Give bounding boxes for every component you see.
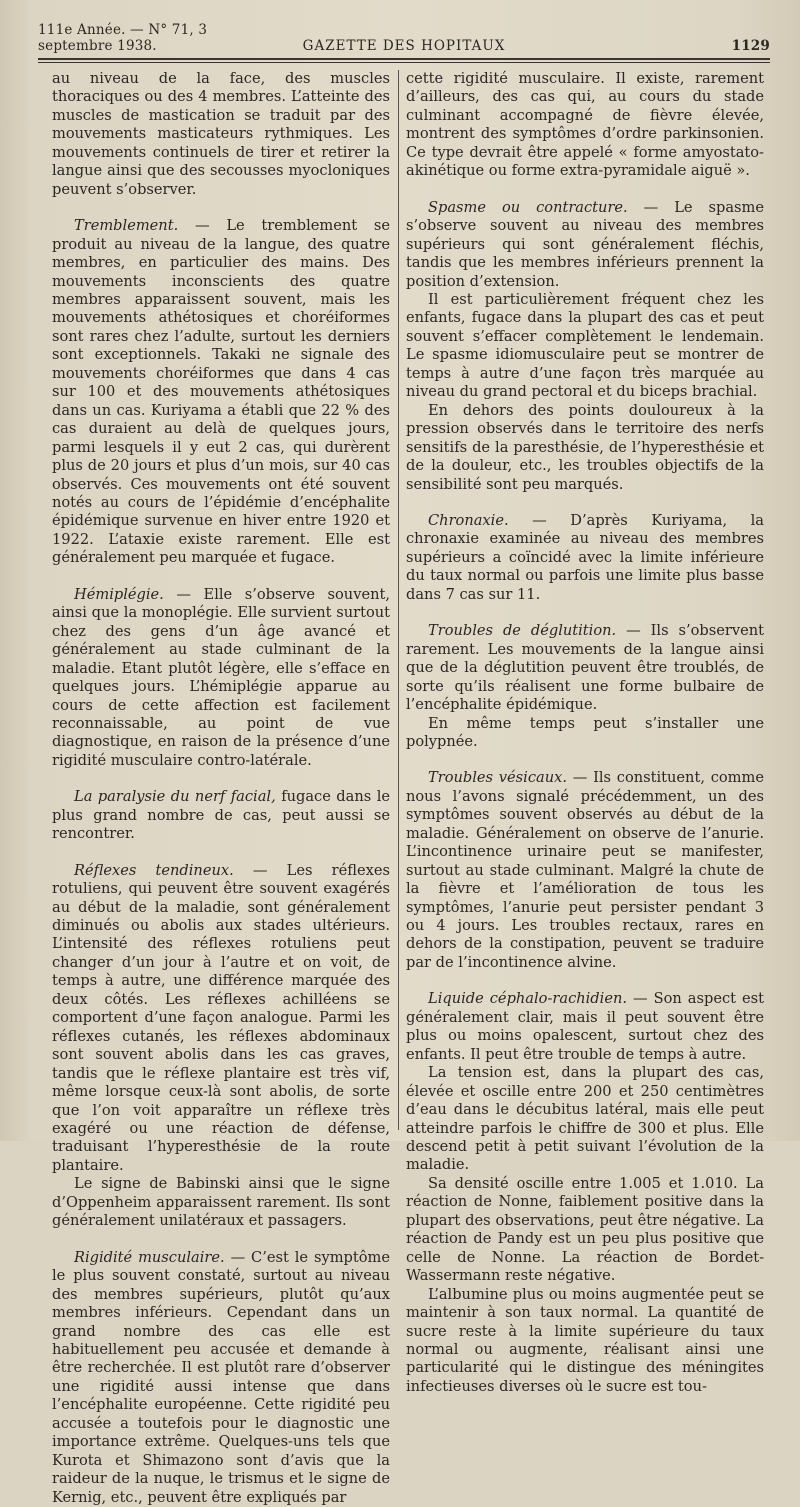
paragraph-text: Le signe de Babinski ainsi que le signe d’Oppenheim apparaissent rarement. Ils sont généralement unilatéraux et passagers. xyxy=(52,1175,390,1230)
paragraph xyxy=(406,1175,764,1286)
column-divider xyxy=(398,70,399,1130)
paragraph-text: — Le spasme s’observe souvent au niveau des membres supérieurs qui sont généralement fléchis, tandis que les membres inférieurs prennent la position d’extension. xyxy=(406,198,764,290)
paragraph-text: — Ils s’observent rarement. Les mouvements de la langue ainsi que de la déglutition peuvent être troublés, de sorte qu’ils réalisent une forme bulbaire de l’encéphalite épidémique. xyxy=(406,622,765,714)
paragraph xyxy=(52,586,390,771)
paragraph xyxy=(406,70,764,181)
section-title: Troubles vésicaux. xyxy=(428,769,567,787)
paragraph-text: L’albumine plus ou moins augmentée peut se maintenir à son taux normal. La quantité de sucre reste à la limite supérieure du taux normal ou augmente, réalisant ainsi une particularité qui le distingue des méningites infectieuses diverses où le sucre est tou- xyxy=(406,1285,764,1395)
right-column xyxy=(406,70,764,1396)
paragraph-text: En dehors des points douloureux à la pression observés dans le territoire des nerfs sensitifs de la paresthésie, de l’hyperesthésie et de la douleur, etc., les troubles objectifs de la sensibilité sont peu marqués. xyxy=(406,401,764,493)
paragraph-text: En même temps peut s’installer une polypnée. xyxy=(406,714,764,750)
paragraph-text: — Son aspect est généralement clair, mais il peut souvent être plus ou moins opalescent, surtout chez des enfants. Il peut être trouble de temps à autre. xyxy=(406,990,765,1063)
issue-info: 111e Année. — N° 71, 3 septembre 1938. xyxy=(38,22,208,54)
journal-title: GAZETTE DES HOPITAUX xyxy=(302,38,506,54)
paragraph xyxy=(52,1249,390,1507)
paragraph-text: Sa densité oscille entre 1.005 et 1.010. La réaction de Nonne, faiblement positive dans la plupart des observations, peut être négative. La réaction de Pandy est un peu plus positive que celle de Nonne. La réaction de Bordet-Wassermann reste négative. xyxy=(406,1174,764,1285)
section-title: Réflexes tendineux. xyxy=(74,861,234,879)
paragraph-text: — D’après Kuriyama, la chronaxie examinée au niveau des membres supérieurs a coïncidé avec la limite inférieure du taux normal ou parfois une limite plus basse dans 7 cas sur 11. xyxy=(406,511,764,603)
paragraph xyxy=(406,1064,764,1175)
paragraph xyxy=(52,862,390,1176)
paragraph-text: fugace dans le plus grand nombre de cas, peut aussi se rencontrer. xyxy=(52,788,390,843)
page-number: 1129 xyxy=(731,38,770,54)
paragraph xyxy=(406,769,764,972)
paragraph xyxy=(406,990,764,1064)
paragraph-text: — C’est le symptôme le plus souvent constaté, surtout au niveau des membres supérieurs, plutôt qu’aux membres inférieurs. Cependant dans un grand nombre des cas elle est habituellement peu accusée et demande à être recherchée. Il est plutôt rare d’observer une rigidité aussi intense que dans l’encéphalite européenne. Cette rigidité peu accusée a toutefois pour le diagnostic une importance extrême. Quelques-uns tels que Kurota et Shimazono sont d’avis que la raideur de la nuque, le trismus et le signe de Kernig, etc., peuvent être expliqués par xyxy=(52,1248,390,1506)
section-title: Chronaxie. xyxy=(428,511,509,529)
section-title: La paralysie du nerf facial, xyxy=(74,788,276,806)
paragraph-text: — Ils constituent, comme nous l’avons signalé précédemment, un des symptômes souvent observés au début de la maladie. Généralement on observe de l’anurie. L’incontinence urinaire peut se manifester, surtout au stade culminant. Malgré la chute de la fièvre et l’amélioration de tous les symptômes, l’anurie peut persister pendant 3 ou 4 jours. Les troubles rectaux, rares en dehors de la constipation, peuvent se traduire par de l’incontinence alvine. xyxy=(406,769,764,971)
header-rule-thin xyxy=(38,62,770,63)
paragraph xyxy=(52,70,390,199)
paragraph-text: La tension est, dans la plupart des cas, élevée et oscille entre 200 et 250 centimètres d’eau dans le décubitus latéral, mais elle peut atteindre parfois le chiffre de 300 et plus. Elle descend petit à petit suivant l’évolution de la maladie. xyxy=(406,1064,764,1174)
left-column xyxy=(52,70,390,1507)
section-title: Liquide céphalo-rachidien. xyxy=(428,990,627,1008)
paragraph xyxy=(406,199,764,291)
paragraph xyxy=(52,1175,390,1230)
paragraph-text: Il est particulièrement fréquent chez les enfants, fugace dans la plupart des cas et peut souvent s’effacer complètement le lendemain. Le spasme idiomusculaire peut se montrer de temps à autre d’une façon très marquée au niveau du grand pectoral et du biceps brachial. xyxy=(406,290,764,401)
paragraph xyxy=(406,1286,764,1397)
section-title: Tremblement. xyxy=(74,217,179,235)
header-rule xyxy=(38,58,770,60)
section-title: Rigidité musculaire. xyxy=(74,1248,225,1266)
paragraph xyxy=(406,512,764,604)
paragraph xyxy=(52,217,390,568)
paragraph-text: — Les réflexes rotuliens, qui peuvent être souvent exagérés au début de la maladie, sont généralement diminués ou abolis aux stades ultérieurs. L’intensité des réflexes rotuliens peut changer d’un jour à l’autre et on voit, de temps à autre, une différence marquée des deux côtés. Les réflexes achilléens se comportent d’une façon analogue. Parmi les réflexes cutanés, les réflexes abdominaux sont souvent abolis dans les cas graves, tandis que le réflexe plantaire est très vif, même lorsque ceux-là sont abolis, de sorte que l’on voit apparaître un réflexe très exagéré ou une réaction de défense, traduisant l’hyperesthésie de la route plantaire. xyxy=(52,861,390,1174)
paragraph-text: — Le tremblement se produit au niveau de la langue, des quatre membres, en particulier des mains. Des mouvements inconscients des quatre membres apparaissent souvent, mais les mouvements athétosiques et choréiformes sont rares chez l’adulte, surtout les derniers sont exceptionnels. Takaki ne signale des mouvements choréiformes que dans 4 cas sur 100 et des mouvements athétosiques dans un cas. Kuriyama a établi que 22 % des cas duraient au delà de quelques jours, parmi lesquels il y eut 2 cas, qui durèrent plus de 20 jours et plus d’un mois, sur 40 cas observés. Ces mouvements ont été souvent notés au cours de l’épidémie d’encéphalite épidémique survenue en hiver entre 1920 et 1922. L’ataxie existe rarement. Elle est généralement peu marquée et fugace. xyxy=(52,217,390,567)
paragraph xyxy=(406,291,764,402)
paragraph-text: au niveau de la face, des muscles thoraciques ou des 4 membres. L’atteinte des muscles de mastication se traduit par des mouvements masticateurs rythmiques. Les mouvements continuels de tirer et retirer la langue ainsi que des secousses myocloniques peuvent s’observer. xyxy=(52,70,390,198)
paragraph xyxy=(406,402,764,494)
section-title: Spasme ou contracture. xyxy=(428,198,628,216)
paragraph xyxy=(406,715,764,752)
paragraph-text: cette rigidité musculaire. Il existe, rarement d’ailleurs, des cas qui, au cours du stade culminant accompagné de fièvre élevée, montrent des symptômes d’ordre parkinsonien. Ce type devrait être appelé « forme amyostato-akinétique ou forme extra-pyramidale aiguë ». xyxy=(406,70,764,180)
paragraph xyxy=(52,788,390,843)
paragraph xyxy=(406,622,764,714)
section-title: Hémiplégie. xyxy=(74,585,164,603)
page-header xyxy=(38,22,770,54)
section-title: Troubles de déglutition. xyxy=(428,622,617,640)
paragraph-text: — Elle s’observe souvent, ainsi que la monoplégie. Elle survient surtout chez des gens d’un âge avancé et généralement au stade culminant de la maladie. Etant plutôt légère, elle s’efface en quelques jours. L’hémiplégie apparue au cours de cette affection est facilement reconnaissable, au point de vue diagnostique, en raison de la présence d’une rigidité musculaire contro-latérale. xyxy=(52,585,390,769)
